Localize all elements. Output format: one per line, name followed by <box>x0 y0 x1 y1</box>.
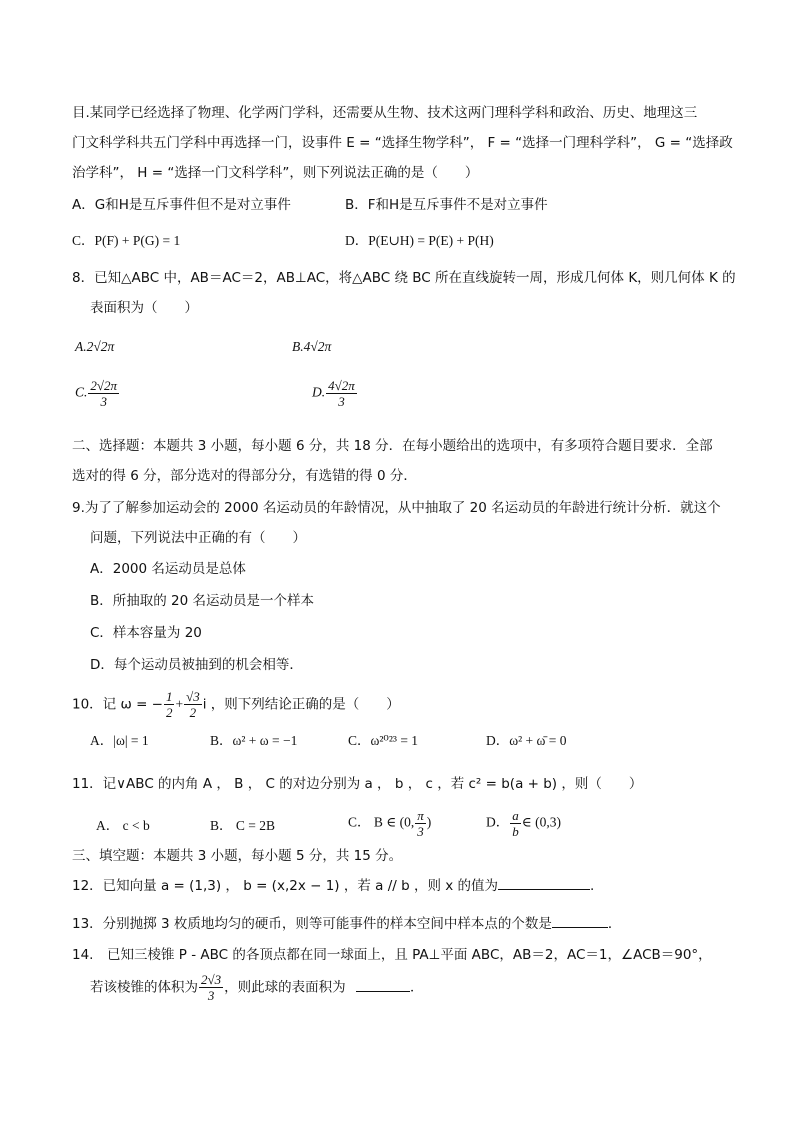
q14-volume-fraction <box>199 972 223 1003</box>
q10-stem <box>72 689 400 720</box>
q11-option-d <box>486 808 561 839</box>
q12-answer-blank <box>498 877 590 890</box>
q14-stem-line-2-suffix: ，则此球的表面积为 <box>224 979 346 996</box>
q9-option-a: A．2000 名运动员是总体 <box>90 561 246 577</box>
q10-fraction-2-denominator: 2 <box>189 705 197 720</box>
q14-answer-blank <box>356 979 410 992</box>
q11-option-c-denominator: 3 <box>417 824 424 839</box>
q7-option-c: C．P(F) + P(G) = 1 <box>72 233 181 248</box>
q12-stem-end: . <box>590 878 595 894</box>
q7-stem-line-3: 治学科”， H = “选择一门文科学科”，则下列说法正确的是（ ） <box>72 165 479 181</box>
q8-option-d-numerator: 4√2π <box>328 378 355 393</box>
q8-option-c-fraction <box>88 378 119 409</box>
q13-stem-end: ． <box>607 916 622 932</box>
q10-stem-prefix: 10．记 ω = − <box>72 696 163 713</box>
section-2-heading-line-2: 选对的得 6 分，部分选对的得部分分，有选错的得 0 分． <box>72 468 417 484</box>
q11-option-d-prefix: D． <box>486 814 510 830</box>
q8-option-c-label: C. <box>75 384 88 400</box>
q11-option-d-fraction <box>510 808 521 839</box>
q13-stem <box>72 914 621 934</box>
q8-option-c <box>75 378 120 409</box>
q9-option-d: D．每个运动员被抽到的机会相等． <box>90 657 303 673</box>
q11-option-a: A． c < b <box>96 818 150 833</box>
q10-plus: + <box>175 696 184 712</box>
q11-option-c <box>348 808 431 839</box>
q8-option-b-expr: 4√2π <box>303 339 332 354</box>
q7-stem-line-1: 目.某同学已经选择了物理、化学两门学科，还需要从生物、技术这两门理科学科和政治、历史、地理这三 <box>72 105 698 121</box>
q7-option-d: D．P(E∪H) = P(E) + P(H) <box>345 233 494 248</box>
q8-option-d <box>312 378 358 409</box>
q7-option-b: B．F和H是互斥事件不是对立事件 <box>345 197 548 213</box>
q8-option-d-fraction <box>326 378 357 409</box>
q10-fraction-1-numerator: 1 <box>165 689 173 704</box>
q7-stem-line-2: 门文科学科共五门学科中再选择一门，设事件 E = “选择生物学科”， F = “选择一门理科学科”， G = “选择政 <box>72 135 733 151</box>
q14-volume-numerator: 2√3 <box>201 972 222 987</box>
q14-stem-end: ． <box>409 979 424 996</box>
q9-option-b: B．所抽取的 20 名运动员是一个样本 <box>90 593 315 609</box>
q11-option-c-suffix: ) <box>426 814 432 830</box>
q10-fraction-2-numerator: √3 <box>186 689 200 704</box>
section-2-heading-line-1: 二、选择题：本题共 3 小题，每小题 6 分，共 18 分．在每小题给出的选项中，有多项符合题目要求．全部 <box>72 438 713 454</box>
q12-stem-text: 12．已知向量 a = (1,3) ， b = (x,2x − 1) ，若 a // b ，则 x 的值为 <box>72 878 499 894</box>
q14-volume-denominator: 3 <box>207 988 215 1003</box>
q8-option-b <box>292 337 331 357</box>
q14-stem-line-2 <box>90 972 423 1003</box>
q8-option-d-label: D. <box>312 384 326 400</box>
q10-stem-suffix: i ，则下列结论正确的是（ ） <box>202 696 400 713</box>
q8-option-a <box>75 337 114 357</box>
q8-stem-line-2: 表面积为（ ） <box>90 300 198 316</box>
q11-option-c-numerator: π <box>417 808 424 823</box>
q13-answer-blank <box>552 915 608 928</box>
q11-option-c-fraction <box>415 808 426 839</box>
q10-fraction-1-denominator: 2 <box>165 705 173 720</box>
q8-stem-line-1: 8．已知△ABC 中，AB＝AC＝2，AB⊥AC，将△ABC 绕 BC 所在直线旋转一周，形成几何体 K，则几何体 K 的 <box>72 270 736 286</box>
q9-option-c: C．样本容量为 20 <box>90 625 202 641</box>
q10-option-a: A．|ω| = 1 <box>90 733 149 748</box>
q7-option-a: A．G和H是互斥事件但不是对立事件 <box>72 197 291 213</box>
q9-stem-line-2: 问题，下列说法中正确的有（ ） <box>90 530 306 546</box>
q8-option-a-expr: 2√2π <box>86 339 115 354</box>
section-3-heading: 三、填空题：本题共 3 小题，每小题 5 分，共 15 分。 <box>72 848 403 864</box>
q8-option-c-numerator: 2√2π <box>90 378 118 393</box>
q11-option-d-suffix: ∈ (0,3) <box>521 814 561 830</box>
q8-option-b-label: B. <box>292 339 304 354</box>
q10-fraction-2 <box>184 689 202 720</box>
q14-stem-line-1: 14. 已知三棱锥 P - ABC 的各顶点都在同一球面上，且 PA⊥平面 ABC，AB＝2，AC＝1，∠ACB＝90°， <box>72 947 712 963</box>
q8-option-a-label: A. <box>75 339 87 354</box>
q9-stem-line-1: 9.为了了解参加运动会的 2000 名运动员的年龄情况，从中抽取了 20 名运动员的年龄进行统计分析．就这个 <box>72 500 721 516</box>
q11-option-d-denominator: b <box>512 824 519 839</box>
q11-option-d-numerator: a <box>512 808 519 823</box>
q8-option-d-denominator: 3 <box>338 394 345 409</box>
q12-stem <box>72 876 594 896</box>
q13-stem-text: 13．分别抛掷 3 枚质地均匀的硬币，则等可能事件的样本空间中样本点的个数是 <box>72 916 552 932</box>
q10-option-d: D．ω² + ω̄ = 0 <box>486 733 567 748</box>
q10-option-b: B．ω² + ω = −1 <box>210 733 298 748</box>
q14-stem-line-2-prefix: 若该棱锥的体积为 <box>90 979 198 996</box>
q8-option-c-denominator: 3 <box>100 394 107 409</box>
q11-stem: 11．记∨ABC 的内角 A ， B ， C 的对边分别为 a ， b ， c ，若 c² = b(a + b) ，则（ ） <box>72 776 643 792</box>
q11-option-b: B． C = 2B <box>210 818 276 833</box>
q11-option-c-prefix: C． B ∈ (0, <box>348 814 415 830</box>
q10-fraction-1 <box>164 689 175 720</box>
q10-option-c: C．ω²⁰²³ = 1 <box>348 733 419 748</box>
